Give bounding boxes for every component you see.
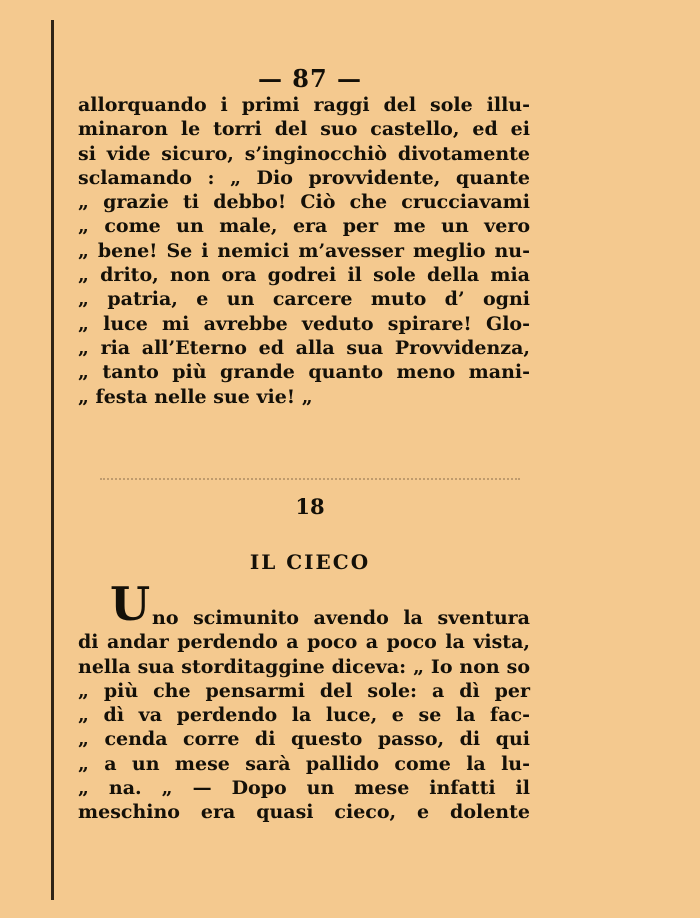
text-line: no scimunito avendo la sventura (152, 607, 530, 629)
section-title: IL CIECO (249, 550, 371, 574)
text-line: „ patria, e un carcere muto d’ ogni (78, 288, 530, 311)
text-line: „ a un mese sarà pallido come la lu- (78, 752, 530, 775)
text-line: si vide sicuro, s’inginocchiò divotamente (78, 142, 530, 165)
text-line: „ cenda corre di questo passo, di qui (78, 728, 530, 751)
text-line: allorquando i primi raggi del sole illu- (78, 94, 530, 116)
text-line: „ festa nelle sue vie! „ (78, 385, 313, 408)
text-line: „ come un male, era per me un vero (78, 215, 530, 238)
text-line: „ bene! Se i nemici m’avesser meglio nu- (78, 239, 530, 262)
story-paragraph (78, 606, 530, 825)
text-line: „ luce mi avrebbe veduto spirare! Glo- (78, 312, 530, 335)
text-line: „ dì va perdendo la luce, e se la fac- (78, 704, 530, 727)
section-number: 18 (295, 494, 325, 519)
text-line: minaron le torri del suo castello, ed ei (78, 118, 530, 141)
text-line: „ grazie ti debbo! Ciò che crucciavami (78, 191, 530, 214)
text-line: „ ria all’Eterno ed alla sua Provvidenza, (78, 336, 530, 359)
text-line: nella sua storditaggine diceva: „ Io non so (78, 655, 530, 678)
text-line: di andar perdendo a poco a poco la vista, (78, 631, 530, 654)
paragraph-continuation (78, 93, 530, 409)
binding-edge-line (51, 20, 54, 900)
text-line: „ drito, non ora godrei il sole della mia (78, 264, 530, 287)
print-speckle (100, 478, 520, 486)
text-line: sclamando : „ Dio provvidente, quante (78, 166, 530, 189)
text-line: „ na. „ — Dopo un mese infatti il (78, 777, 530, 800)
drop-cap-initial: U (110, 577, 151, 631)
text-line: meschino era quasi cieco, e dolente (78, 801, 530, 824)
text-line: „ tanto più grande quanto meno mani- (78, 361, 530, 384)
page-number: — 87 — (257, 64, 363, 93)
text-line: „ più che pensarmi del sole: a dì per (78, 679, 530, 702)
